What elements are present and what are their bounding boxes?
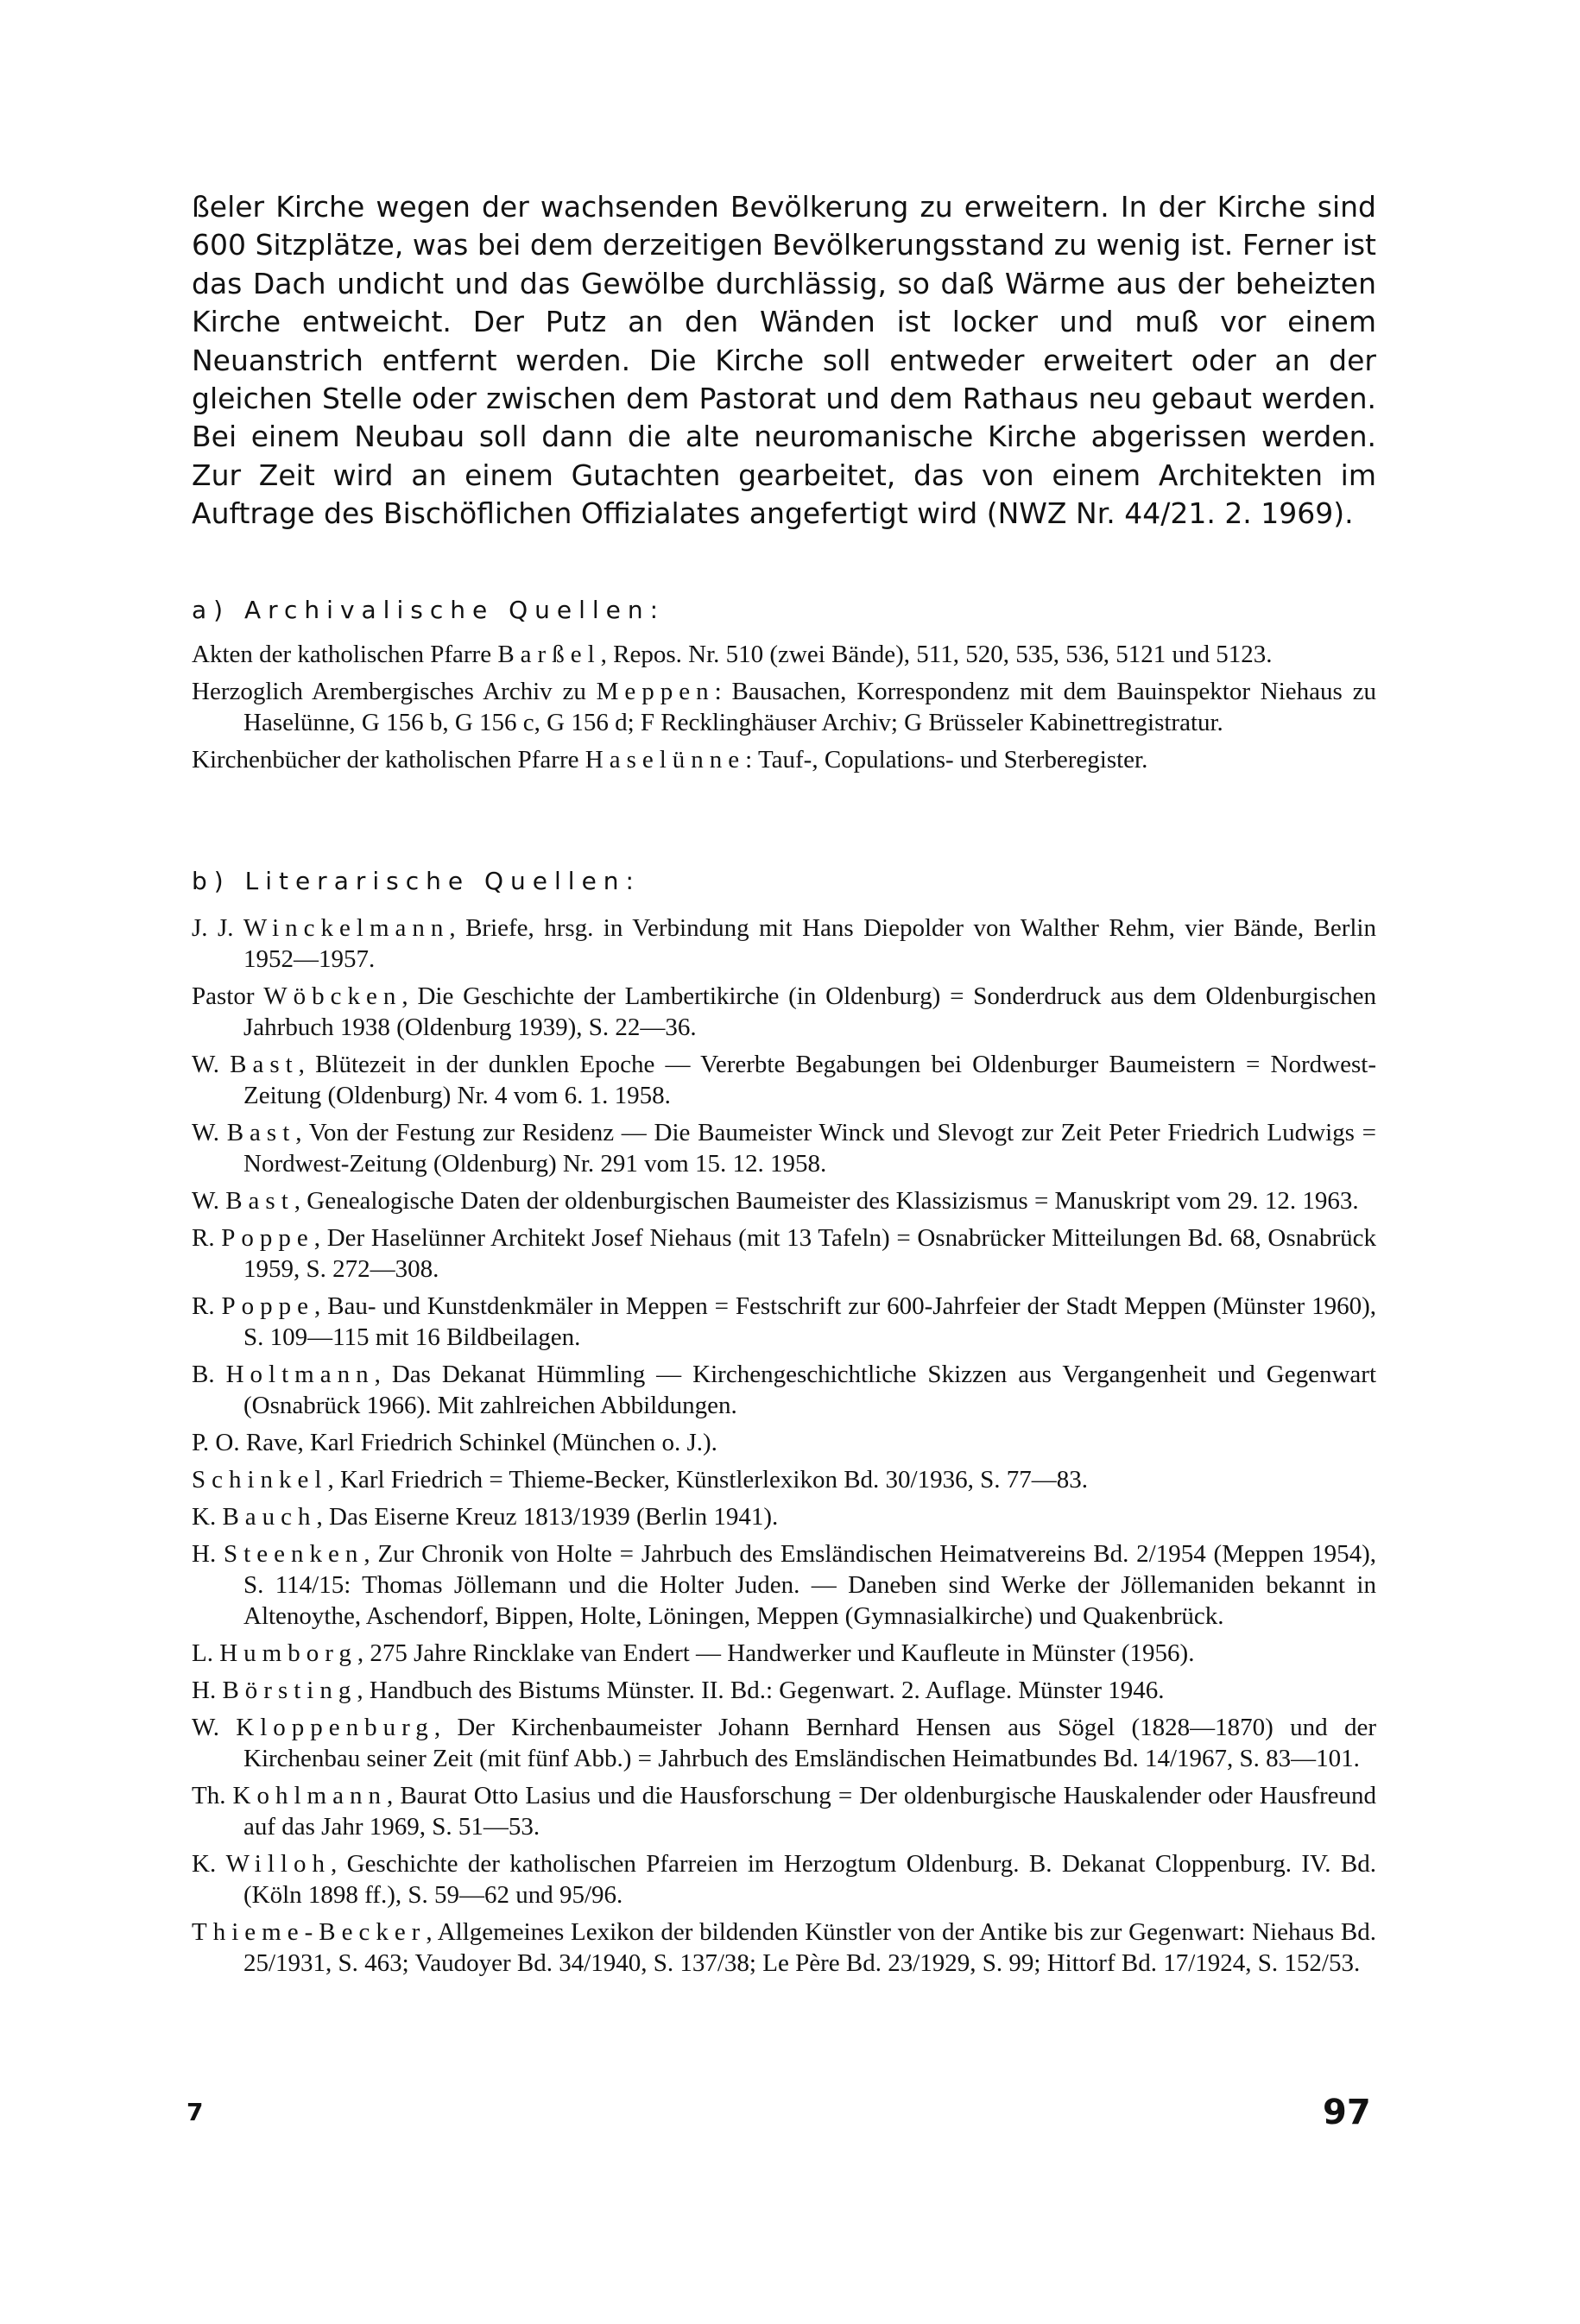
entry-author: Wöbcken [263, 982, 402, 1010]
entry-author: Haselünne [585, 746, 746, 774]
entry-text: , Repos. Nr. 510 (zwei Bände), 511, 520, 535, 536, 5121 und 5123. [600, 641, 1273, 668]
entry-prefix: K. [192, 1850, 226, 1878]
signature-mark: 7 [186, 2098, 204, 2126]
entry-text: , Blütezeit in der dunklen Epoche — Vererbte Begabungen bei Oldenburger Baumeistern = Nordwest-Zeitung (Oldenburg) Nr. 4 vom 6. 1. 1958. [243, 1051, 1376, 1109]
reference-entry [192, 1359, 1376, 1421]
entry-prefix: W. [192, 1051, 231, 1078]
reference-entry [192, 1712, 1376, 1774]
entry-author: Kohlmann [232, 1782, 387, 1809]
entry-author: Bast [226, 1119, 296, 1146]
entry-author: Meppen [596, 678, 715, 705]
reference-entry [192, 1848, 1376, 1910]
entry-prefix: K. [192, 1503, 223, 1531]
entry-text: , Zur Chronik von Holte = Jahrbuch des Emsländischen Heimatvereins Bd. 2/1954 (Meppen 1954), S. 114/15: Thomas Jöllemann und die Holter Juden. — Daneben sind Werke der Jöllemaniden bekannt in Altenoythe, Aschendorf, Bippen, Holte, Löningen, Meppen (Gymnasialkirche) und Quakenbrück. [243, 1540, 1376, 1630]
entry-author: Poppe [221, 1292, 314, 1320]
entry-prefix: L. [192, 1639, 220, 1667]
section-a-heading: a) Archivalische Quellen: [192, 596, 666, 624]
entry-author: Barßel [497, 641, 601, 668]
reference-entry [192, 1780, 1376, 1842]
entry-author: Winckelmann [243, 914, 450, 942]
entry-prefix: Th. [192, 1782, 233, 1809]
entry-prefix: P. O. Rave, Karl Friedrich Schinkel (München o. J.). [192, 1429, 717, 1456]
entry-text: , 275 Jahre Rincklake van Endert — Handwerker und Kaufleute in Münster (1956). [357, 1639, 1195, 1667]
section-b-heading: b) Literarische Quellen: [192, 867, 641, 895]
entry-author: Börsting [222, 1677, 357, 1704]
entry-text: , Der Haselünner Architekt Josef Niehaus (mit 13 Tafeln) = Osnabrücker Mitteilungen Bd. 68, Osnabrück 1959, S. 272—308. [243, 1224, 1377, 1283]
reference-entry [192, 1222, 1376, 1285]
entry-text: , Der Kirchenbaumeister Johann Bernhard Hensen aus Sögel (1828—1870) und der Kirchenbau seiner Zeit (mit fünf Abb.) = Jahrbuch des Emsländischen Heimatbundes Bd. 14/1967, S. 83—101. [243, 1714, 1376, 1772]
entry-prefix: H. [192, 1677, 223, 1704]
body-paragraph: ßeler Kirche wegen der wachsenden Bevölkerung zu erweitern. In der Kirche sind 600 Sitzplätze, was bei dem derzeitigen Bevölkerungsstand zu wenig ist. Ferner ist das Dach undicht und das Gewölbe durchlässig, so daß Wärme aus der beheizten Kirche entweicht. Der Putz an den Wänden ist locker und muß vor einem Neuanstrich entfernt werden. Die Kirche soll entweder erweitert oder an der gleichen Stelle oder zwischen dem Pastorat und dem Rathaus neu gebaut werden. Bei einem Neubau soll dann die alte neuromanische Kirche abgerissen werden. Zur Zeit wird an einem Gutachten gearbeitet, das von einem Architekten im Auftrage des Bischöflichen Offizialates angefertigt wird (NWZ Nr. 44/21. 2. 1969). [192, 190, 1376, 531]
entry-text: , Die Geschichte der Lambertikirche (in Oldenburg) = Sonderdruck aus dem Oldenburgischen Jahrbuch 1938 (Oldenburg 1939), S. 22—36. [243, 982, 1376, 1041]
entry-text: , Briefe, hrsg. in Verbindung mit Hans Diepolder von Walther Rehm, vier Bände, Berlin 1952—1957. [243, 914, 1376, 973]
reference-entry [192, 1917, 1376, 1979]
entry-prefix: Kirchenbücher der katholischen Pfarre [192, 746, 585, 774]
entry-text: , Bau- und Kunstdenkmäler in Meppen = Festschrift zur 600-Jahrfeier der Stadt Meppen (Münster 1960), S. 109—115 mit 16 Bildbeilagen. [243, 1292, 1377, 1351]
entry-prefix: J. J. [192, 914, 243, 942]
reference-entry [192, 1185, 1376, 1216]
entry-text: , Karl Friedrich = Thieme-Becker, Künstlerlexikon Bd. 30/1936, S. 77—83. [327, 1466, 1088, 1494]
reference-entry [192, 1538, 1376, 1632]
entry-prefix: Herzoglich Arembergisches Archiv zu [192, 678, 597, 705]
entry-text: , Von der Festung zur Residenz — Die Baumeister Winck und Slevogt zur Zeit Peter Friedrich Ludwigs = Nordwest-Zeitung (Oldenburg) Nr. 291 vom 15. 12. 1958. [243, 1119, 1376, 1178]
entry-prefix: W. [192, 1714, 237, 1741]
entry-author: Bauch [222, 1503, 317, 1531]
entry-author: Humborg [219, 1639, 357, 1667]
entry-prefix: R. [192, 1292, 222, 1320]
entry-prefix: H. [192, 1540, 224, 1568]
entry-author: Thieme-Becker [192, 1918, 427, 1946]
entry-prefix: R. [192, 1224, 222, 1252]
reference-entry [192, 1638, 1376, 1669]
reference-entry [192, 981, 1376, 1043]
entry-text: , Genealogische Daten der oldenburgischen Baumeister des Klassizismus = Manuskript vom 29. 12. 1963. [294, 1187, 1359, 1215]
reference-entry [192, 1117, 1376, 1179]
entry-text: , Das Eiserne Kreuz 1813/1939 (Berlin 1941). [316, 1503, 779, 1531]
reference-entry [192, 676, 1376, 738]
entry-text: , Baurat Otto Lasius und die Hausforschung = Der oldenburgische Hauskalender oder Hausfreund auf das Jahr 1969, S. 51—53. [243, 1782, 1376, 1841]
entry-author: Schinkel [192, 1466, 328, 1494]
entry-author: Kloppenburg [236, 1714, 434, 1741]
entry-author: Holtmann [225, 1361, 375, 1388]
entry-author: Bast [225, 1187, 294, 1215]
page-number: 97 [1323, 2093, 1371, 2132]
reference-entry [192, 639, 1376, 670]
entry-text: , Handbuch des Bistums Münster. II. Bd.: Gegenwart. 2. Auflage. Münster 1946. [357, 1677, 1165, 1704]
entry-author: Willoh [225, 1850, 331, 1878]
entry-prefix: B. [192, 1361, 226, 1388]
archival-sources-list [192, 639, 1376, 781]
entry-author: Steenken [224, 1540, 364, 1568]
entry-text: : Tauf-, Copulations- und Sterberegister. [745, 746, 1148, 774]
literary-sources-list [192, 913, 1376, 1985]
entry-author: Poppe [221, 1224, 314, 1252]
reference-entry [192, 913, 1376, 975]
entry-prefix: W. [192, 1187, 226, 1215]
reference-entry [192, 1675, 1376, 1706]
entry-text: , Allgemeines Lexikon der bildenden Künstler von der Antike bis zur Gegenwart: Niehaus Bd. 25/1931, S. 463; Vaudoyer Bd. 34/1940, S. 137/38; Le Père Bd. 23/1929, S. 99; Hittorf Bd. 17/1924, S. 152/53. [243, 1918, 1376, 1977]
entry-text: : Bausachen, Korrespondenz mit dem Bauinspektor Niehaus zu Haselünne, G 156 b, G 156 c, G 156 d; F Recklinghäuser Archiv; G Brüsseler Kabinettregistratur. [243, 678, 1376, 736]
entry-text: , Das Dekanat Hümmling — Kirchengeschichtliche Skizzen aus Vergangenheit und Gegenwart (Osnabrück 1966). Mit zahlreichen Abbildungen. [243, 1361, 1376, 1419]
reference-entry [192, 1291, 1376, 1353]
entry-prefix: Pastor [192, 982, 264, 1010]
reference-entry [192, 1427, 1376, 1458]
entry-prefix: W. [192, 1119, 227, 1146]
entry-text: , Geschichte der katholischen Pfarreien im Herzogtum Oldenburg. B. Dekanat Cloppenburg. IV. Bd. (Köln 1898 ff.), S. 59—62 und 95/96. [243, 1850, 1376, 1909]
reference-entry [192, 1464, 1376, 1495]
entry-prefix: Akten der katholischen Pfarre [192, 641, 498, 668]
entry-author: Bast [230, 1051, 299, 1078]
reference-entry [192, 1501, 1376, 1532]
reference-entry [192, 1049, 1376, 1111]
reference-entry [192, 744, 1376, 775]
